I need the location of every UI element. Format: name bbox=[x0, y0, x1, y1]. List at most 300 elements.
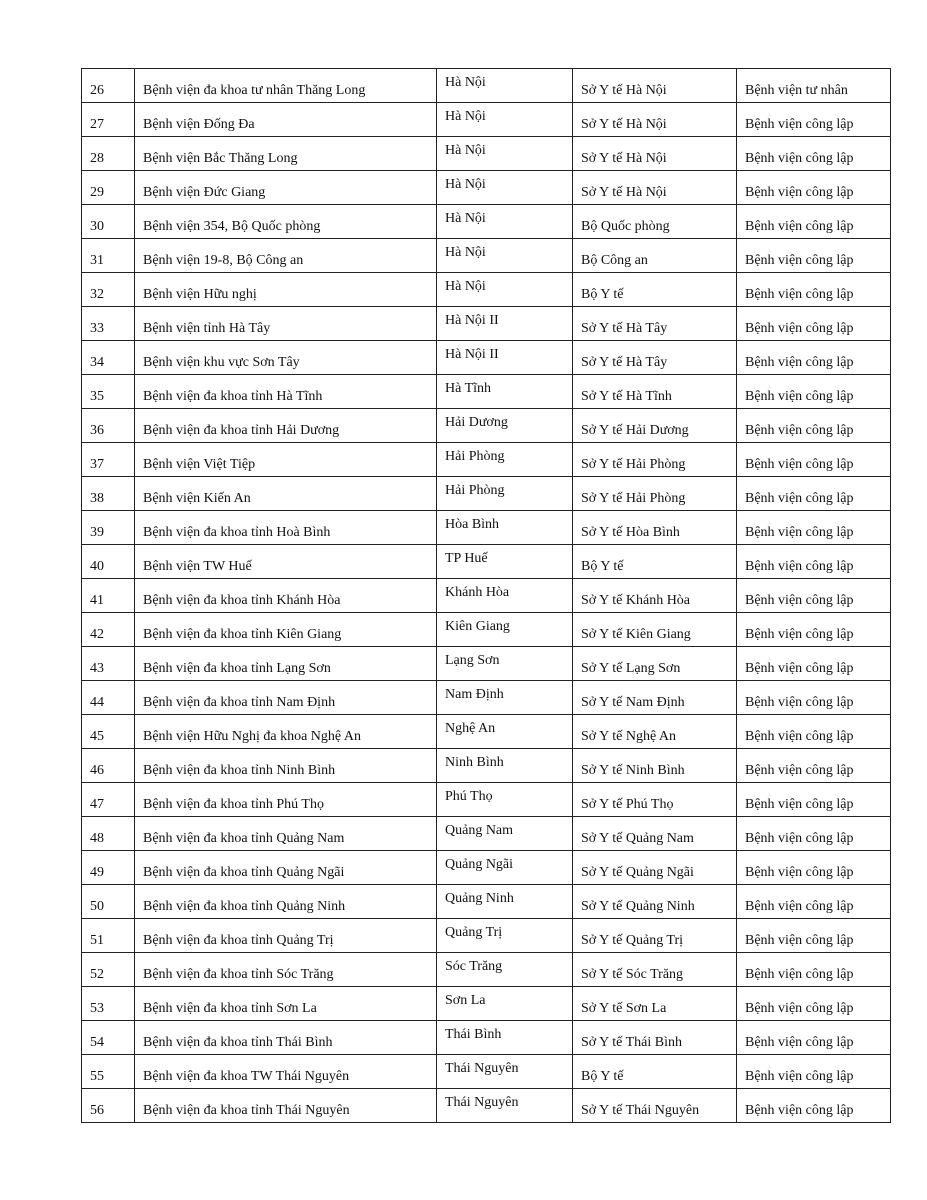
managing-agency-cell bbox=[573, 375, 737, 409]
hospital-type-cell bbox=[737, 987, 891, 1021]
hospital-name-cell bbox=[135, 579, 437, 613]
hospital-name: Bệnh viện đa khoa tỉnh Phú Thọ bbox=[143, 797, 324, 812]
table-row bbox=[82, 885, 891, 919]
table-row bbox=[82, 953, 891, 987]
row-number-cell bbox=[82, 511, 135, 545]
row-number: 48 bbox=[90, 831, 104, 846]
row-number: 56 bbox=[90, 1103, 104, 1118]
row-number-cell bbox=[82, 307, 135, 341]
managing-agency-cell bbox=[573, 137, 737, 171]
row-number-cell bbox=[82, 103, 135, 137]
province: Hà Nội bbox=[445, 143, 486, 158]
hospital-type-cell bbox=[737, 103, 891, 137]
hospital-type-cell bbox=[737, 953, 891, 987]
hospital-type: Bệnh viện công lập bbox=[745, 967, 854, 982]
row-number: 33 bbox=[90, 321, 104, 336]
managing-agency-cell bbox=[573, 103, 737, 137]
hospital-type-cell bbox=[737, 137, 891, 171]
hospital-name: Bệnh viện Kiến An bbox=[143, 491, 251, 506]
managing-agency: Sở Y tế Nam Định bbox=[581, 695, 685, 710]
row-number: 37 bbox=[90, 457, 104, 472]
hospital-name-cell bbox=[135, 103, 437, 137]
province: Hà Nội bbox=[445, 177, 486, 192]
row-number-cell bbox=[82, 953, 135, 987]
province: Nam Định bbox=[445, 687, 504, 702]
hospital-name: Bệnh viện đa khoa tỉnh Kiên Giang bbox=[143, 627, 342, 642]
hospital-type: Bệnh viện công lập bbox=[745, 1103, 854, 1118]
managing-agency: Bộ Y tế bbox=[581, 287, 624, 302]
row-number-cell bbox=[82, 613, 135, 647]
managing-agency-cell bbox=[573, 511, 737, 545]
hospital-name: Bệnh viện đa khoa tỉnh Sóc Trăng bbox=[143, 967, 334, 982]
hospital-type-cell bbox=[737, 851, 891, 885]
row-number-cell bbox=[82, 817, 135, 851]
managing-agency: Sở Y tế Kiên Giang bbox=[581, 627, 691, 642]
managing-agency: Sở Y tế Hà Tây bbox=[581, 321, 668, 336]
province: Thái Bình bbox=[445, 1027, 502, 1042]
hospital-type-cell bbox=[737, 171, 891, 205]
hospital-name-cell bbox=[135, 69, 437, 103]
row-number-cell bbox=[82, 375, 135, 409]
province-cell bbox=[437, 579, 573, 613]
managing-agency-cell bbox=[573, 953, 737, 987]
province-cell bbox=[437, 307, 573, 341]
row-number: 49 bbox=[90, 865, 104, 880]
province-cell bbox=[437, 851, 573, 885]
hospital-table bbox=[81, 68, 891, 1123]
province: TP Huế bbox=[445, 551, 488, 566]
table-row bbox=[82, 987, 891, 1021]
row-number: 26 bbox=[90, 83, 104, 98]
table-row bbox=[82, 579, 891, 613]
province: Quảng Trị bbox=[445, 925, 503, 940]
row-number-cell bbox=[82, 1055, 135, 1089]
table-row bbox=[82, 443, 891, 477]
province-cell bbox=[437, 511, 573, 545]
hospital-name-cell bbox=[135, 987, 437, 1021]
table-row bbox=[82, 1055, 891, 1089]
province-cell bbox=[437, 545, 573, 579]
province-cell bbox=[437, 613, 573, 647]
table-row bbox=[82, 613, 891, 647]
row-number-cell bbox=[82, 205, 135, 239]
managing-agency: Bộ Y tế bbox=[581, 1069, 624, 1084]
hospital-type-cell bbox=[737, 341, 891, 375]
province-cell bbox=[437, 273, 573, 307]
managing-agency: Sở Y tế Hải Phòng bbox=[581, 491, 686, 506]
table-row bbox=[82, 715, 891, 749]
hospital-name-cell bbox=[135, 953, 437, 987]
hospital-type-cell bbox=[737, 885, 891, 919]
province: Hà Tĩnh bbox=[445, 381, 492, 396]
managing-agency: Sở Y tế Hải Dương bbox=[581, 423, 689, 438]
hospital-name: Bệnh viện đa khoa tỉnh Hoà Bình bbox=[143, 525, 331, 540]
hospital-table-body bbox=[82, 69, 891, 1123]
province-cell bbox=[437, 171, 573, 205]
row-number: 43 bbox=[90, 661, 104, 676]
row-number-cell bbox=[82, 273, 135, 307]
table-row bbox=[82, 1089, 891, 1123]
province-cell bbox=[437, 681, 573, 715]
province-cell bbox=[437, 919, 573, 953]
table-row bbox=[82, 545, 891, 579]
hospital-type: Bệnh viện công lập bbox=[745, 117, 854, 132]
hospital-type: Bệnh viện công lập bbox=[745, 491, 854, 506]
hospital-type-cell bbox=[737, 647, 891, 681]
row-number: 54 bbox=[90, 1035, 104, 1050]
row-number-cell bbox=[82, 69, 135, 103]
hospital-name: Bệnh viện Hữu nghị bbox=[143, 287, 257, 302]
row-number-cell bbox=[82, 341, 135, 375]
province: Hải Phòng bbox=[445, 483, 505, 498]
hospital-type: Bệnh viện công lập bbox=[745, 933, 854, 948]
hospital-type-cell bbox=[737, 579, 891, 613]
province: Hòa Bình bbox=[445, 517, 500, 532]
province-cell bbox=[437, 409, 573, 443]
row-number: 50 bbox=[90, 899, 104, 914]
row-number: 36 bbox=[90, 423, 104, 438]
managing-agency: Sở Y tế Hải Phòng bbox=[581, 457, 686, 472]
hospital-name-cell bbox=[135, 375, 437, 409]
hospital-name-cell bbox=[135, 205, 437, 239]
hospital-type: Bệnh viện công lập bbox=[745, 185, 854, 200]
hospital-name-cell bbox=[135, 273, 437, 307]
hospital-name: Bệnh viện đa khoa tỉnh Quảng Nam bbox=[143, 831, 345, 846]
hospital-type: Bệnh viện công lập bbox=[745, 457, 854, 472]
province: Khánh Hòa bbox=[445, 585, 510, 600]
hospital-name: Bệnh viện TW Huế bbox=[143, 559, 252, 574]
province-cell bbox=[437, 375, 573, 409]
hospital-type-cell bbox=[737, 443, 891, 477]
province: Nghệ An bbox=[445, 721, 496, 736]
row-number-cell bbox=[82, 987, 135, 1021]
province: Hà Nội bbox=[445, 75, 486, 90]
row-number: 47 bbox=[90, 797, 104, 812]
managing-agency: Sở Y tế Quảng Ninh bbox=[581, 899, 695, 914]
hospital-name-cell bbox=[135, 715, 437, 749]
table-row bbox=[82, 817, 891, 851]
managing-agency: Sở Y tế Hà Nội bbox=[581, 151, 667, 166]
hospital-name: Bệnh viện đa khoa tỉnh Quảng Ngãi bbox=[143, 865, 345, 880]
managing-agency: Sở Y tế Hòa Bình bbox=[581, 525, 680, 540]
managing-agency-cell bbox=[573, 681, 737, 715]
managing-agency-cell bbox=[573, 1089, 737, 1123]
hospital-name: Bệnh viện Việt Tiệp bbox=[143, 457, 256, 472]
hospital-name: Bệnh viện Hữu Nghị đa khoa Nghệ An bbox=[143, 729, 361, 744]
hospital-name: Bệnh viện 19-8, Bộ Công an bbox=[143, 253, 304, 268]
hospital-type-cell bbox=[737, 613, 891, 647]
row-number: 29 bbox=[90, 185, 104, 200]
hospital-type-cell bbox=[737, 409, 891, 443]
managing-agency: Sở Y tế Khánh Hòa bbox=[581, 593, 691, 608]
table-row bbox=[82, 239, 891, 273]
hospital-type: Bệnh viện công lập bbox=[745, 287, 854, 302]
hospital-name-cell bbox=[135, 817, 437, 851]
province: Quảng Ngãi bbox=[445, 857, 514, 872]
managing-agency-cell bbox=[573, 579, 737, 613]
row-number-cell bbox=[82, 545, 135, 579]
hospital-name: Bệnh viện đa khoa tư nhân Thăng Long bbox=[143, 83, 366, 98]
province: Sóc Trăng bbox=[445, 959, 503, 974]
hospital-type-cell bbox=[737, 545, 891, 579]
province-cell bbox=[437, 987, 573, 1021]
hospital-type: Bệnh viện công lập bbox=[745, 423, 854, 438]
row-number-cell bbox=[82, 681, 135, 715]
hospital-name: Bệnh viện Đức Giang bbox=[143, 185, 266, 200]
hospital-name: Bệnh viện đa khoa tỉnh Thái Nguyên bbox=[143, 1103, 350, 1118]
province: Thái Nguyên bbox=[445, 1061, 519, 1076]
managing-agency-cell bbox=[573, 69, 737, 103]
row-number-cell bbox=[82, 919, 135, 953]
managing-agency-cell bbox=[573, 239, 737, 273]
hospital-name: Bệnh viện tỉnh Hà Tây bbox=[143, 321, 271, 336]
hospital-name-cell bbox=[135, 545, 437, 579]
row-number: 31 bbox=[90, 253, 104, 268]
hospital-type: Bệnh viện công lập bbox=[745, 865, 854, 880]
hospital-name-cell bbox=[135, 613, 437, 647]
row-number: 27 bbox=[90, 117, 104, 132]
hospital-type-cell bbox=[737, 239, 891, 273]
table-row bbox=[82, 273, 891, 307]
table-row bbox=[82, 1021, 891, 1055]
managing-agency: Sở Y tế Quảng Nam bbox=[581, 831, 694, 846]
table-row bbox=[82, 341, 891, 375]
hospital-type-cell bbox=[737, 783, 891, 817]
hospital-type: Bệnh viện công lập bbox=[745, 729, 854, 744]
managing-agency-cell bbox=[573, 1021, 737, 1055]
row-number-cell bbox=[82, 851, 135, 885]
managing-agency: Sở Y tế Phú Thọ bbox=[581, 797, 674, 812]
hospital-name: Bệnh viện đa khoa TW Thái Nguyên bbox=[143, 1069, 350, 1084]
hospital-name-cell bbox=[135, 307, 437, 341]
hospital-name: Bệnh viện đa khoa tỉnh Quảng Ninh bbox=[143, 899, 346, 914]
hospital-name-cell bbox=[135, 477, 437, 511]
managing-agency-cell bbox=[573, 613, 737, 647]
hospital-type-cell bbox=[737, 715, 891, 749]
hospital-name-cell bbox=[135, 1055, 437, 1089]
managing-agency-cell bbox=[573, 919, 737, 953]
row-number-cell bbox=[82, 1021, 135, 1055]
hospital-name: Bệnh viện Bắc Thăng Long bbox=[143, 151, 298, 166]
row-number: 46 bbox=[90, 763, 104, 778]
managing-agency: Sở Y tế Hà Nội bbox=[581, 83, 667, 98]
row-number: 38 bbox=[90, 491, 104, 506]
row-number: 40 bbox=[90, 559, 104, 574]
table-row bbox=[82, 69, 891, 103]
managing-agency: Sở Y tế Sóc Trăng bbox=[581, 967, 684, 982]
province-cell bbox=[437, 205, 573, 239]
province: Hải Phòng bbox=[445, 449, 505, 464]
hospital-type: Bệnh viện công lập bbox=[745, 831, 854, 846]
table-row bbox=[82, 171, 891, 205]
province-cell bbox=[437, 341, 573, 375]
hospital-name-cell bbox=[135, 239, 437, 273]
managing-agency-cell bbox=[573, 443, 737, 477]
table-row bbox=[82, 919, 891, 953]
hospital-type: Bệnh viện công lập bbox=[745, 661, 854, 676]
row-number-cell bbox=[82, 749, 135, 783]
hospital-name: Bệnh viện đa khoa tỉnh Khánh Hòa bbox=[143, 593, 341, 608]
province-cell bbox=[437, 715, 573, 749]
hospital-name-cell bbox=[135, 1021, 437, 1055]
hospital-name-cell bbox=[135, 137, 437, 171]
hospital-type: Bệnh viện công lập bbox=[745, 1069, 854, 1084]
province: Hà Nội II bbox=[445, 313, 499, 328]
row-number-cell bbox=[82, 1089, 135, 1123]
table-row bbox=[82, 375, 891, 409]
managing-agency-cell bbox=[573, 749, 737, 783]
hospital-type: Bệnh viện công lập bbox=[745, 559, 854, 574]
hospital-type: Bệnh viện tư nhân bbox=[745, 83, 848, 98]
table-row bbox=[82, 511, 891, 545]
managing-agency: Sở Y tế Hà Nội bbox=[581, 185, 667, 200]
managing-agency-cell bbox=[573, 851, 737, 885]
hospital-type: Bệnh viện công lập bbox=[745, 253, 854, 268]
managing-agency-cell bbox=[573, 545, 737, 579]
province: Hà Nội bbox=[445, 109, 486, 124]
row-number: 39 bbox=[90, 525, 104, 540]
province: Hà Nội bbox=[445, 279, 486, 294]
row-number: 42 bbox=[90, 627, 104, 642]
hospital-type: Bệnh viện công lập bbox=[745, 627, 854, 642]
managing-agency: Sở Y tế Hà Nội bbox=[581, 117, 667, 132]
hospital-name-cell bbox=[135, 171, 437, 205]
hospital-type: Bệnh viện công lập bbox=[745, 525, 854, 540]
row-number-cell bbox=[82, 409, 135, 443]
province-cell bbox=[437, 953, 573, 987]
hospital-type-cell bbox=[737, 511, 891, 545]
hospital-type: Bệnh viện công lập bbox=[745, 389, 854, 404]
province: Kiên Giang bbox=[445, 619, 510, 634]
hospital-name-cell bbox=[135, 647, 437, 681]
hospital-type: Bệnh viện công lập bbox=[745, 695, 854, 710]
hospital-type-cell bbox=[737, 307, 891, 341]
hospital-name: Bệnh viện đa khoa tỉnh Hải Dương bbox=[143, 423, 340, 438]
managing-agency: Sở Y tế Quảng Ngãi bbox=[581, 865, 694, 880]
province-cell bbox=[437, 443, 573, 477]
province-cell bbox=[437, 885, 573, 919]
managing-agency: Sở Y tế Sơn La bbox=[581, 1001, 667, 1016]
row-number-cell bbox=[82, 239, 135, 273]
managing-agency-cell bbox=[573, 783, 737, 817]
hospital-name: Bệnh viện đa khoa tỉnh Nam Định bbox=[143, 695, 336, 710]
hospital-type-cell bbox=[737, 817, 891, 851]
hospital-type: Bệnh viện công lập bbox=[745, 763, 854, 778]
row-number: 51 bbox=[90, 933, 104, 948]
row-number: 44 bbox=[90, 695, 104, 710]
hospital-name: Bệnh viện đa khoa tỉnh Quảng Trị bbox=[143, 933, 334, 948]
table-row bbox=[82, 409, 891, 443]
row-number: 34 bbox=[90, 355, 104, 370]
managing-agency: Sở Y tế Hà Tây bbox=[581, 355, 668, 370]
hospital-type: Bệnh viện công lập bbox=[745, 355, 854, 370]
row-number-cell bbox=[82, 715, 135, 749]
row-number: 28 bbox=[90, 151, 104, 166]
table-row bbox=[82, 477, 891, 511]
row-number-cell bbox=[82, 443, 135, 477]
managing-agency-cell bbox=[573, 1055, 737, 1089]
hospital-name-cell bbox=[135, 851, 437, 885]
province: Ninh Bình bbox=[445, 755, 504, 770]
row-number-cell bbox=[82, 477, 135, 511]
province-cell bbox=[437, 477, 573, 511]
table-row bbox=[82, 851, 891, 885]
table-row bbox=[82, 647, 891, 681]
managing-agency: Bộ Quốc phòng bbox=[581, 219, 670, 234]
managing-agency-cell bbox=[573, 341, 737, 375]
row-number: 41 bbox=[90, 593, 104, 608]
province-cell bbox=[437, 103, 573, 137]
row-number: 53 bbox=[90, 1001, 104, 1016]
province-cell bbox=[437, 817, 573, 851]
row-number-cell bbox=[82, 885, 135, 919]
province: Hải Dương bbox=[445, 415, 508, 430]
province-cell bbox=[437, 239, 573, 273]
province-cell bbox=[437, 69, 573, 103]
hospital-name: Bệnh viện Đống Đa bbox=[143, 117, 255, 132]
managing-agency-cell bbox=[573, 409, 737, 443]
managing-agency: Sở Y tế Lạng Sơn bbox=[581, 661, 681, 676]
row-number-cell bbox=[82, 137, 135, 171]
row-number-cell bbox=[82, 579, 135, 613]
hospital-name-cell bbox=[135, 409, 437, 443]
hospital-type: Bệnh viện công lập bbox=[745, 1001, 854, 1016]
province: Thái Nguyên bbox=[445, 1095, 519, 1110]
hospital-type-cell bbox=[737, 273, 891, 307]
hospital-name-cell bbox=[135, 681, 437, 715]
hospital-type: Bệnh viện công lập bbox=[745, 899, 854, 914]
hospital-type-cell bbox=[737, 681, 891, 715]
province-cell bbox=[437, 783, 573, 817]
row-number-cell bbox=[82, 171, 135, 205]
managing-agency-cell bbox=[573, 715, 737, 749]
hospital-name-cell bbox=[135, 885, 437, 919]
hospital-type: Bệnh viện công lập bbox=[745, 151, 854, 166]
managing-agency-cell bbox=[573, 205, 737, 239]
hospital-type-cell bbox=[737, 477, 891, 511]
managing-agency: Sở Y tế Thái Bình bbox=[581, 1035, 682, 1050]
row-number: 32 bbox=[90, 287, 104, 302]
hospital-type-cell bbox=[737, 205, 891, 239]
row-number: 55 bbox=[90, 1069, 104, 1084]
hospital-name-cell bbox=[135, 749, 437, 783]
hospital-name: Bệnh viện đa khoa tỉnh Thái Bình bbox=[143, 1035, 333, 1050]
managing-agency-cell bbox=[573, 987, 737, 1021]
managing-agency-cell bbox=[573, 307, 737, 341]
table-row bbox=[82, 749, 891, 783]
managing-agency: Sở Y tế Ninh Bình bbox=[581, 763, 685, 778]
hospital-name-cell bbox=[135, 919, 437, 953]
table-row bbox=[82, 783, 891, 817]
row-number-cell bbox=[82, 647, 135, 681]
managing-agency-cell bbox=[573, 171, 737, 205]
hospital-type-cell bbox=[737, 1055, 891, 1089]
managing-agency-cell bbox=[573, 273, 737, 307]
hospital-name-cell bbox=[135, 783, 437, 817]
table-row bbox=[82, 681, 891, 715]
row-number: 35 bbox=[90, 389, 104, 404]
hospital-type: Bệnh viện công lập bbox=[745, 219, 854, 234]
table-row bbox=[82, 103, 891, 137]
hospital-name: Bệnh viện đa khoa tỉnh Sơn La bbox=[143, 1001, 317, 1016]
province-cell bbox=[437, 1055, 573, 1089]
hospital-name-cell bbox=[135, 1089, 437, 1123]
row-number: 45 bbox=[90, 729, 104, 744]
hospital-type-cell bbox=[737, 375, 891, 409]
hospital-name-cell bbox=[135, 511, 437, 545]
table-row bbox=[82, 137, 891, 171]
province-cell bbox=[437, 137, 573, 171]
